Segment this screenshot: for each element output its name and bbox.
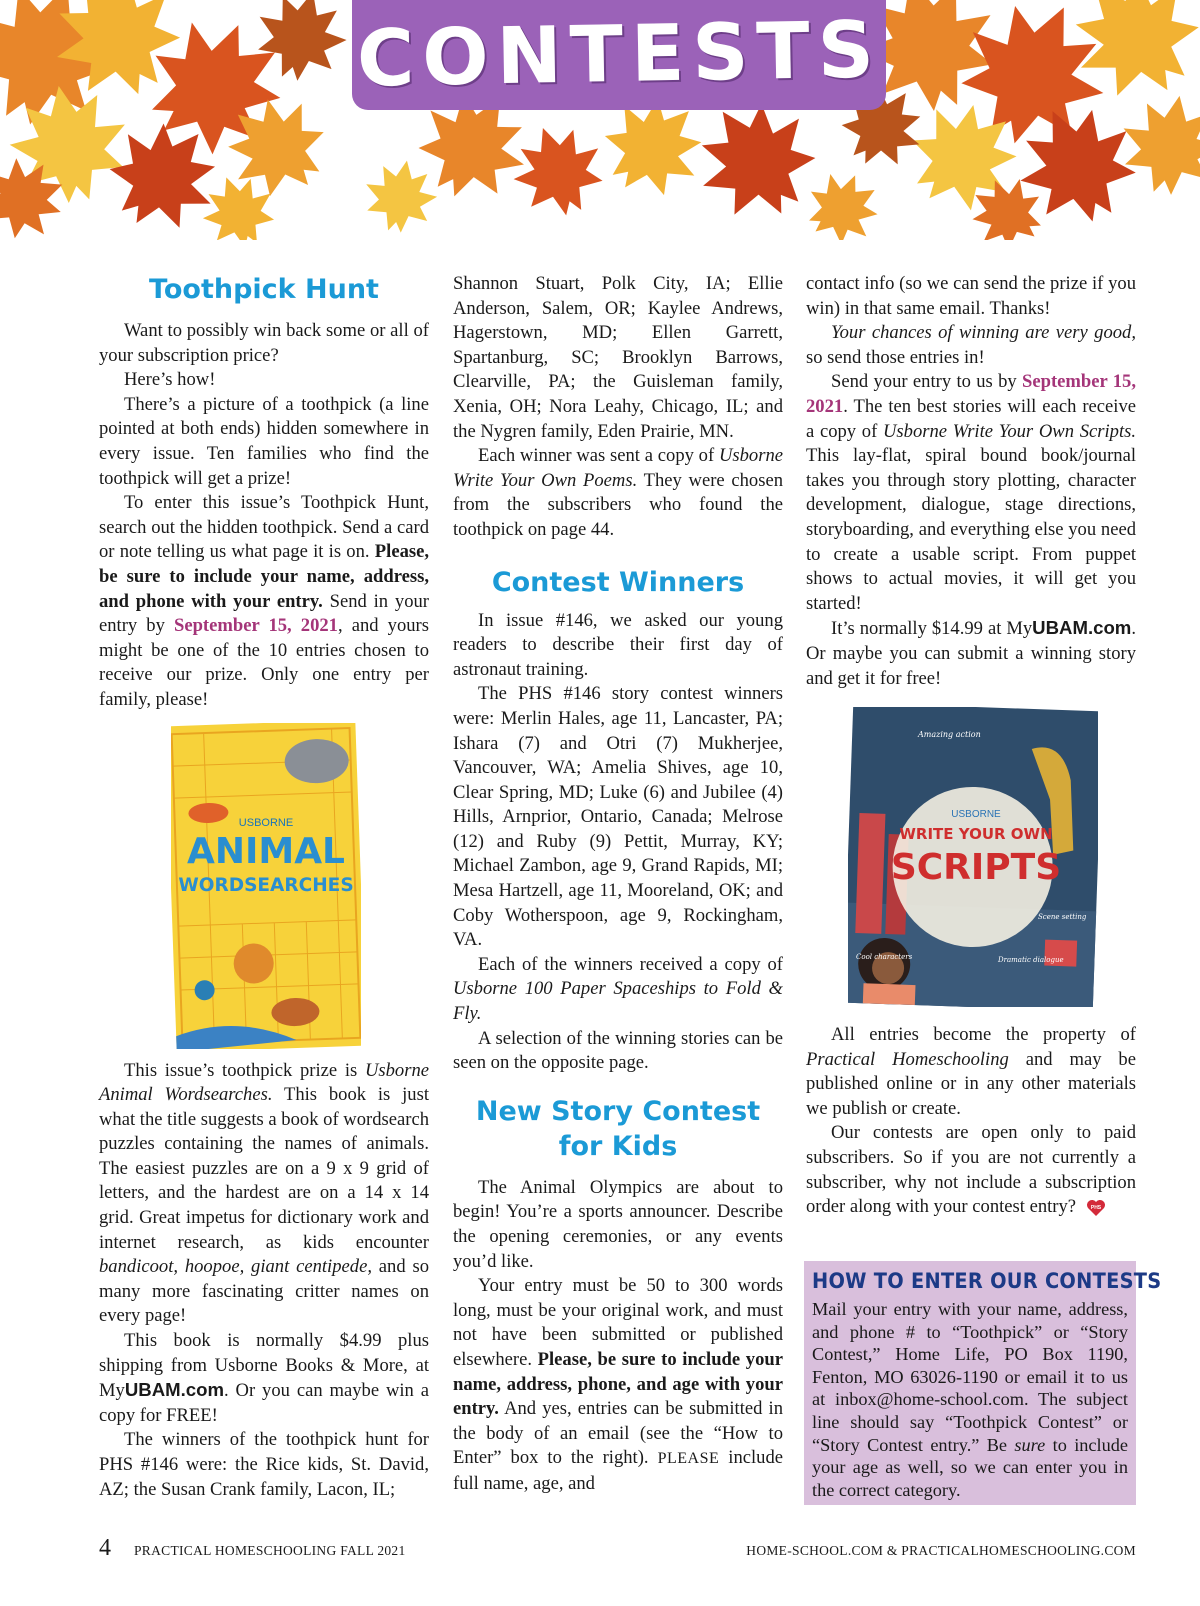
page-number: 4 [99,1535,112,1561]
text-run: This book is just what the title suggests a book of wordsearch puzzles containing the names of animals. The easiest puzzles are on a 9 x 9 grid of letters, and the hardest are on a 14 x 14 grid. Great impetus for dictionary work and internet research, as kids encounter [99,1084,429,1253]
text-run: . Or maybe you can submit a winning story and get it for free! [806,618,1136,689]
paragraph: The winners of the toothpick hunt for PHS #146 were: the Rice kids, St. David, AZ; the Susan Crank family, Lacon, IL; [99,1429,429,1500]
how-to-enter-heading: HOW TO ENTER OUR CONTESTS [812,1269,1162,1294]
paragraph [99,1059,429,1330]
text-run: It’s normally $14.99 at My [831,618,1033,640]
text-run: PLEASE [657,1450,720,1468]
page-title: CONTESTS [355,5,883,105]
text-run: Your entry must be 50 to 300 words long, must be your original work, and must not have been submitted or published elsewhere. [453,1275,783,1370]
paragraph: Here’s how! [124,369,216,391]
book-tag: Scene setting [1038,913,1087,922]
toothpick-hunt-heading: Toothpick Hunt [149,274,379,305]
write-your-own-scripts-book-cover [848,707,1098,1007]
book-title-line2: SCRIPTS [890,847,1062,889]
text-run: and so many more fascinating critter names on every page! [99,1256,429,1327]
text-run: Send in your entry by [99,590,429,637]
paragraph: contact info (so we can send the prize if you win) in that same email. Thanks! [806,273,1136,319]
deadline-date: September 15, 2021 [806,371,1136,417]
bold-instruction: Please, be sure to include your name, address, and phone with your entry. [99,541,430,612]
leaf-cluster-left [0,0,356,240]
heading-line: New Story Contest [475,1095,761,1127]
contest-winners-heading: Contest Winners [491,566,745,598]
book-publisher: USBORNE [951,809,1001,821]
book-tag: Dramatic dialogue [998,956,1064,965]
contests-banner [352,0,886,110]
italic-run: sure [1014,1434,1046,1455]
paragraph: The PHS #146 story contest winners were: Merlin Hales, age 11, Lancaster, PA; Ishara (7) and Otri (7) Mukherjee, Vancouver, WA; Amelia Shives, age 10, Clear Spring, MD; Luke (6) and Jubilee (4) Hills, Arnprior, Ontario, Canada; Melrose (12) and Ruby (9) Pettit, Murray, KY; Michael Zambon, age 9, Grand Rapids, MI; Mesa Hartzell, age 11, Mooreland, OK; and Coby Wotherspoon, age 9, Rockingham, VA. [453,683,783,951]
text-run: Each winner was sent a copy of [478,445,715,467]
paragraph [806,321,1136,370]
paragraph [806,616,1136,691]
new-story-contest-heading [453,1094,783,1164]
how-to-enter-box [804,1261,1162,1505]
paragraph: There’s a picture of a toothpick (a line pointed at both ends) hidden somewhere in every issue. Ten families who find the toothpick will get a prize! [99,393,429,489]
book-tag: Cool characters [856,953,913,962]
paragraph [453,444,783,542]
text-run: To enter this issue’s Toothpick Hunt, search out the hidden toothpick. Send a card or note telling us what page it is on. [99,492,429,563]
footer-websites[interactable]: HOME-SCHOOL.COM & PRACTICALHOMESCHOOLING.COM [746,1543,1136,1558]
paragraph [99,491,429,712]
heading-line: for Kids [558,1130,678,1162]
paragraph: In issue #146, we asked our young readers to describe their first day of astronaut training. [453,609,783,680]
text-run: This lay-flat, spiral bound book/journal takes you through story plotting, character development, dialogue, stage directions, storyboarding, and everything else you need to create a usable script. From puppet shows to actual movies, it will get you started! [806,445,1136,614]
text-run: Send your entry to us by [831,371,1017,393]
bold-instruction: Please, be sure to include your name, address, phone, and age with your entry. [453,1348,783,1420]
text-run: This issue’s toothpick prize is [124,1059,358,1081]
paragraph: A selection of the winning stories can be seen on the opposite page. [453,1027,783,1074]
text-run: And yes, entries can be submitted in the body of an email (see the “How to Enter” box to the right). [453,1398,783,1469]
text-run: and may be published online or in any other materials we publish or create. [806,1048,1136,1119]
book-tag: Amazing action [918,730,981,740]
book-title: Usborne Write Your Own Scripts. [882,420,1136,442]
ubam-link[interactable]: UBAM.com [124,1379,225,1401]
book-title: Usborne Animal Wordsearches. [99,1059,429,1106]
paragraph [99,1329,429,1428]
text-run: to include your age as well, so we can enter you in the correct category. [812,1434,1128,1500]
paragraph [806,1023,1136,1121]
book-publisher: USBORNE [238,816,294,829]
book-title-line1: ANIMAL [186,830,346,872]
phs-heart-icon [1086,1199,1106,1217]
ubam-link[interactable]: UBAM.com [1032,617,1132,639]
book-title-line2: WORDSEARCHES [178,874,354,896]
book-title-line1: WRITE YOUR OWN [899,825,1053,844]
animal-wordsearches-book-cover [171,723,361,1049]
text-run: Each of the winners received a copy of [478,953,783,975]
heart-label: PHS [1090,1204,1102,1211]
book-title: Usborne Write Your Own Poems. [453,445,784,491]
paragraph [806,370,1136,616]
column-1 [99,272,429,1502]
text-run: so send those entries in! [806,346,985,368]
paragraph [453,1274,783,1496]
deadline-date: September 15, 2021 [173,615,338,637]
magazine-name: Practical Homeschooling [806,1048,1009,1070]
column-2 [453,272,783,1497]
paragraph: The Animal Olympics are about to begin! You’re a sports announcer. Describe the opening ceremonies, or any events you’d like. [453,1176,783,1272]
paragraph [453,953,783,1027]
text-run: include full name, age, and [453,1447,784,1494]
column-3 [806,272,1136,1220]
italic-run: bandicoot, hoopoe, giant centipede, [99,1256,372,1278]
how-to-enter-text [812,1298,1128,1501]
footer-publication: PRACTICAL HOMESCHOOLING FALL 2021 [134,1543,406,1558]
text-run: They were chosen from the subscribers who found the toothpick on page 44. [453,469,783,540]
text-run: Our contests are open only to paid subscribers. So if you are not currently a subscriber, why not include a subscription order along with your contest entry? [806,1122,1136,1218]
text-run: All entries become the property of [831,1024,1136,1046]
paragraph: Shannon Stuart, Polk City, IA; Ellie Anderson, Salem, OR; Kaylee Andrews, Hagerstown, MD; Ellen Garrett, Spartanburg, SC; Brooklyn Barrows, Clearville, PA; the Guisleman family, Xenia, OH; Nora Leahy, Chicago, IL; and the Nygren family, Eden Prairie, MN. [453,273,783,442]
text-run: Mail your entry with your name, address, and phone # to “Toothpick” or “Story Contest,” Home Life, PO Box 1190, Fenton, MO 63026-1190 or email it to us at inbox@home-school.com. The subject line should say “Toothpick Contest” or “Story Contest entry.” Be [812,1299,1128,1455]
text-run: This book is normally $4.99 plus shipping from Usborne Books & More, at My [99,1330,429,1402]
book-title: Usborne 100 Paper Spaceships to Fold & Fly. [453,978,783,1025]
italic-run: Your chances of winning are very good, [831,322,1136,344]
text-run: . The ten best stories will each receive a copy of [806,395,1136,442]
paragraph [806,1121,1136,1219]
text-run: . Or you can maybe win a copy for FREE! [99,1380,429,1426]
text-run: , and yours might be one of the 10 entries chosen to receive our prize. Only one entry per family, please! [99,615,429,710]
paragraph: Want to possibly win back some or all of your subscription price? [99,320,429,366]
